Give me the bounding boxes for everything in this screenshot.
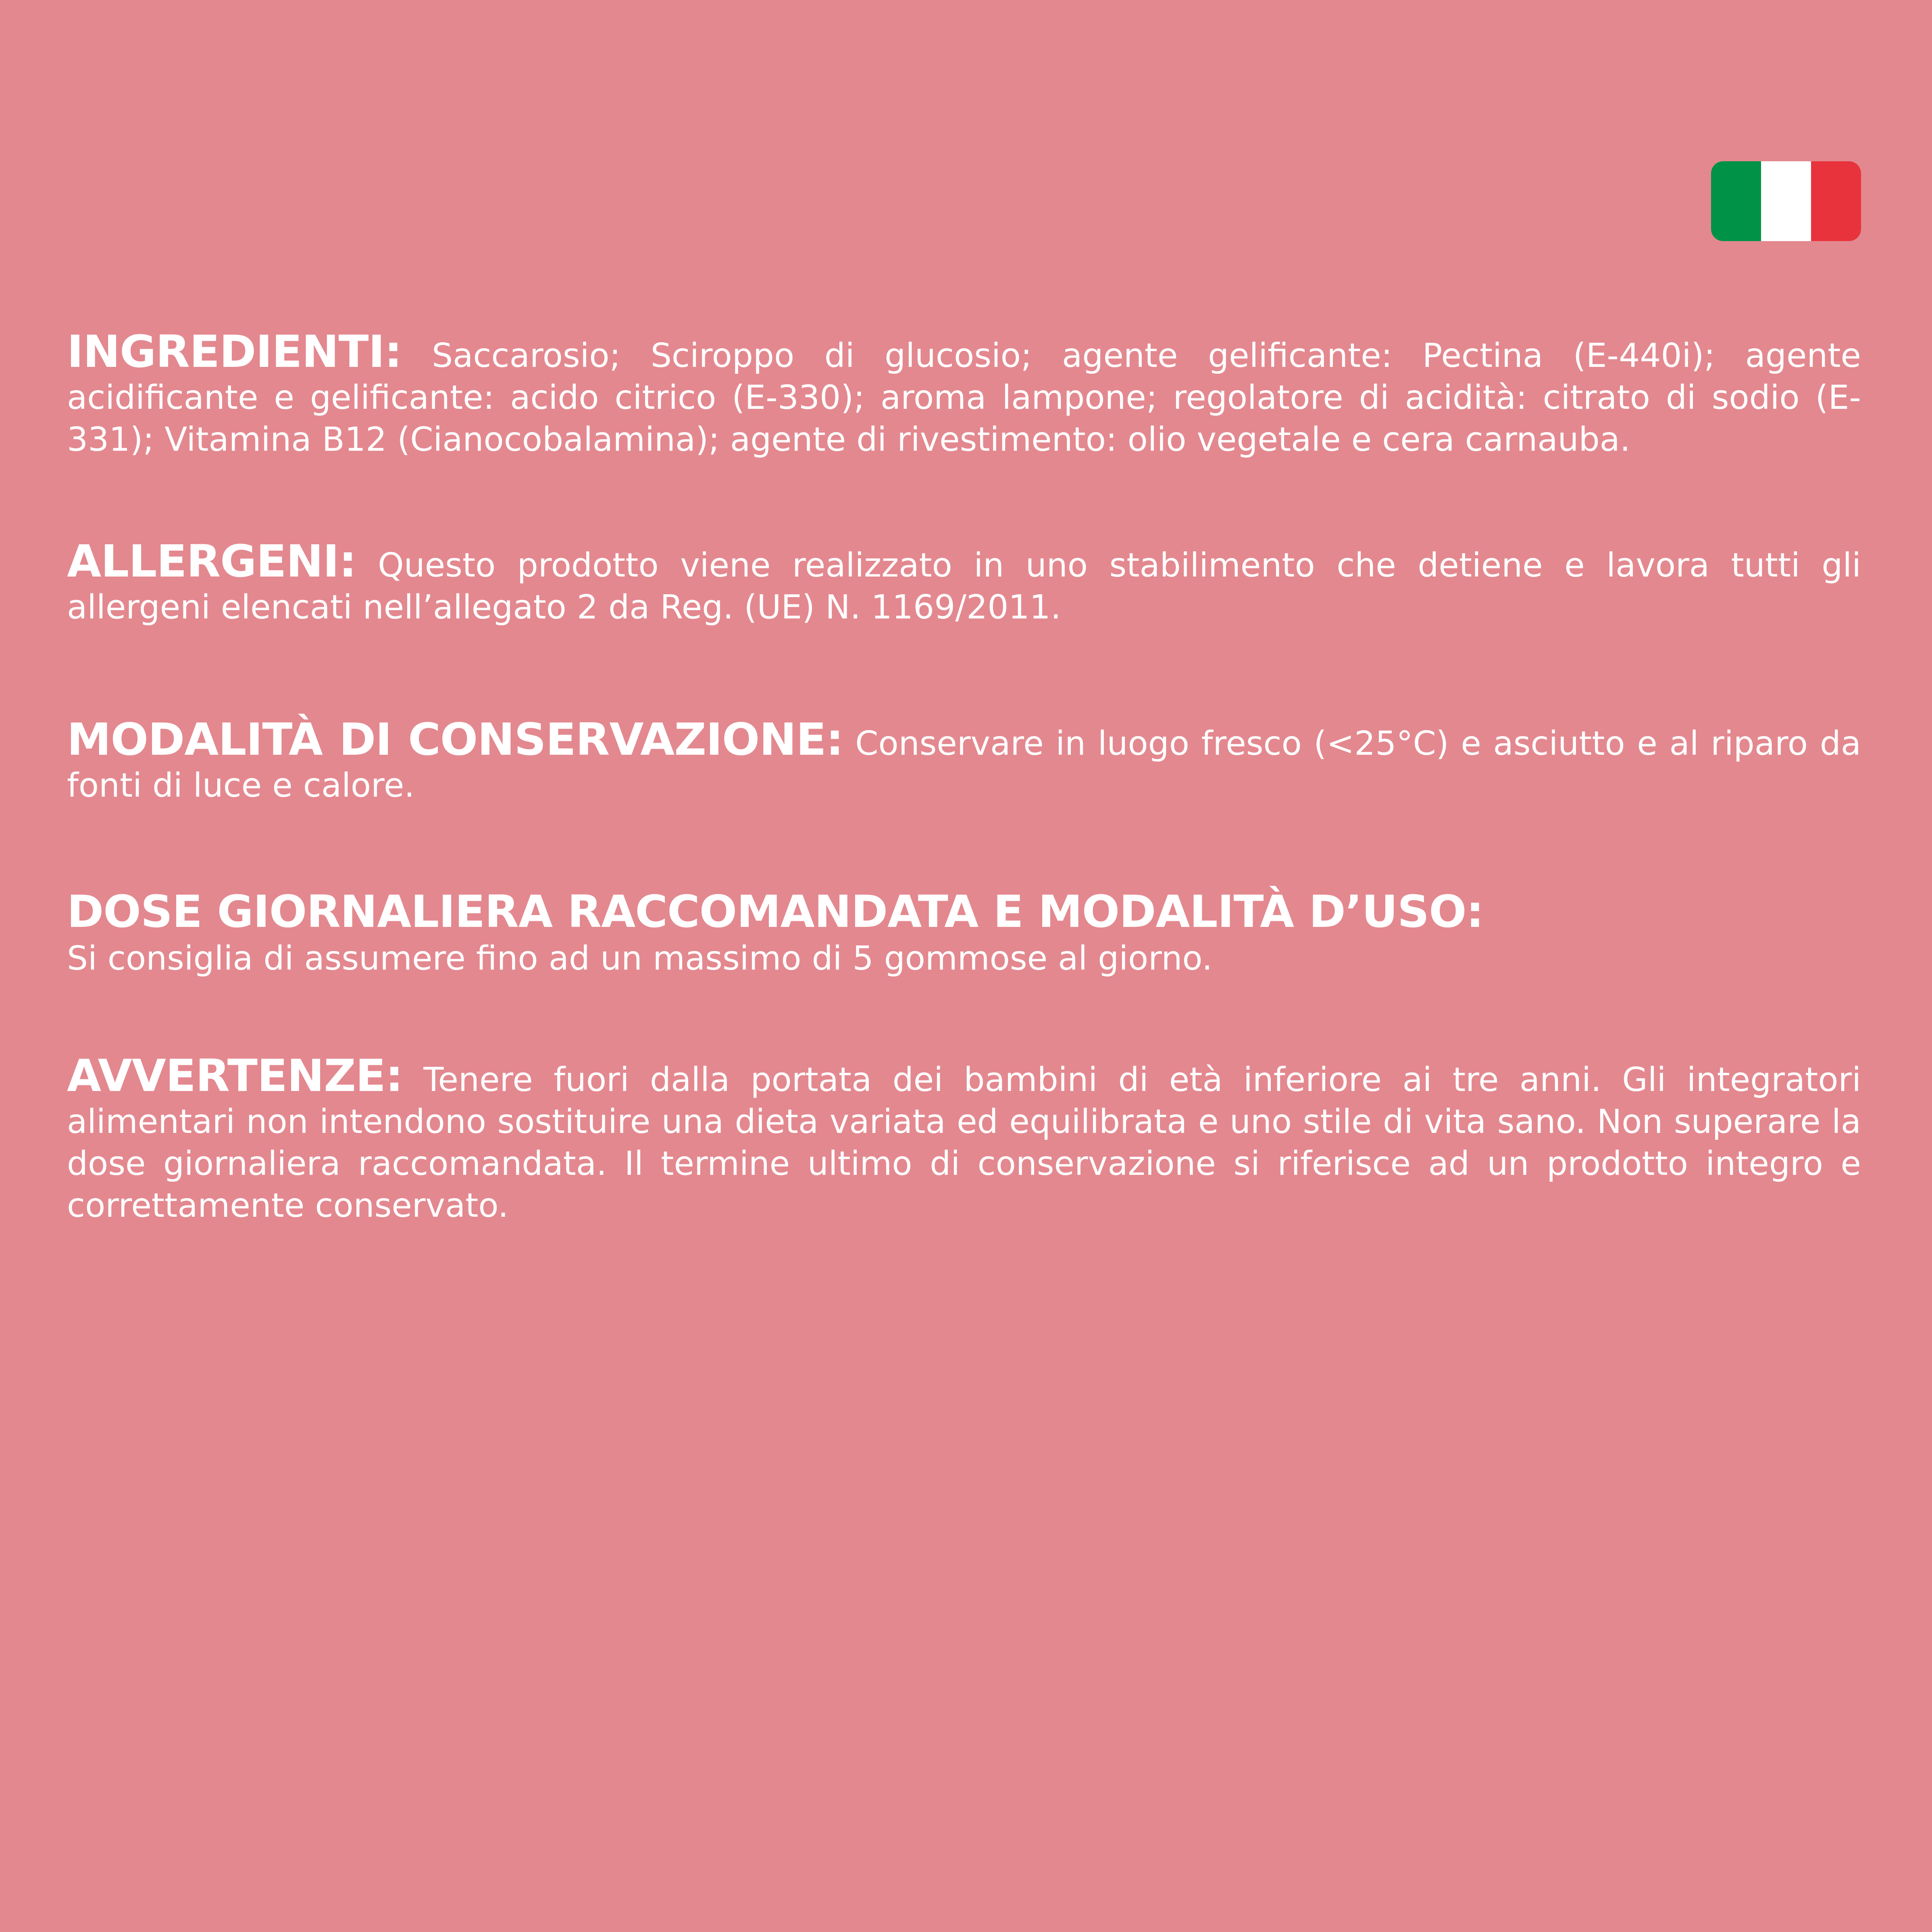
flag-red-band <box>1811 161 1861 241</box>
warnings-section <box>67 1050 1861 1227</box>
ingredients-text: Saccarosio; Sciroppo di glucosio; agente gelificante: Pectina (E-440i); agente acidificante e gelificante: acido citrico (E-330); aroma lampone; regolatore di acidità: citrato di sodio (E-331); Vitamina B12 (Cianocobalamina); agente di rivestimento: olio vegetale e cera carnauba. <box>67 337 1861 459</box>
flag-white-band <box>1761 161 1811 241</box>
storage-section <box>67 714 1861 807</box>
ingredients-section <box>67 326 1861 461</box>
allergens-label: ALLERGENI: <box>67 535 356 587</box>
warnings-text: Tenere fuori dalla portata dei bambini di età inferiore ai tre anni. Gli integratori alimentari non intendono sostituire una dieta variata ed equilibrata e uno stile di vita sano. Non superare la dose giornaliera raccomandata. Il termine ultimo di conservazione si riferisce ad un prodotto integro e correttamente conservato. <box>67 1061 1861 1225</box>
flag-green-band <box>1711 161 1761 241</box>
storage-label: MODALITÀ DI CONSERVAZIONE: <box>67 714 843 765</box>
dosage-text: Si consiglia di assumere fino ad un massimo di 5 gommose al giorno. <box>67 939 1213 978</box>
italian-flag-icon <box>1711 161 1861 241</box>
allergens-section <box>67 535 1861 629</box>
allergens-text: Questo prodotto viene realizzato in uno stabilimento che detiene e lavora tutti gli allergeni elencati nell’allegato 2 da Reg. (UE) N. 1169/2011. <box>67 546 1861 627</box>
ingredients-label: INGREDIENTI: <box>67 326 402 377</box>
dosage-section <box>67 885 1861 980</box>
storage-text: Conservare in luogo fresco (<25°C) e asciutto e al riparo da fonti di luce e calore. <box>67 724 1861 805</box>
warnings-label: AVVERTENZE: <box>67 1050 403 1101</box>
dosage-label: DOSE GIORNALIERA RACCOMANDATA E MODALITÀ D’USO: <box>67 886 1484 937</box>
